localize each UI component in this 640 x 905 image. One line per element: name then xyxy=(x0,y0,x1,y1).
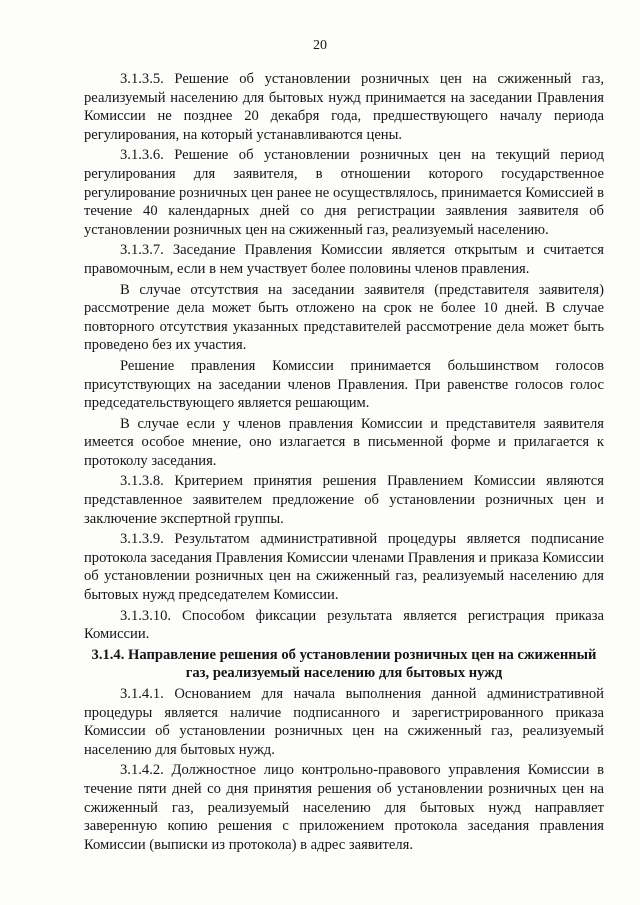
paragraph-3-1-3-9: 3.1.3.9. Результатом административной процедуры является подписание протокола заседания Правления Комиссии членами Правления и приказа Комиссии об установлении розничных цен на сжиженный газ, реализуемый населению для бытовых нужд председателем Комиссии. xyxy=(84,531,604,604)
paragraph-dissenting-opinion: В случае если у членов правления Комиссии и представителя заявителя имеется особое мнение, оно излагается в письменной форме и прилагается к протоколу заседания. xyxy=(84,415,604,469)
paragraph-3-1-4-2: 3.1.4.2. Должностное лицо контрольно-правового управления Комиссии в течение пяти дней со дня принятия решения об установлении розничных цен на сжиженный газ, реализуемый населению для бытовых нужд направляет заверенную копию решения с приложением протокола заседания правления Комиссии (выписки из протокола) в адрес заявителя. xyxy=(84,762,604,853)
page-number: 20 xyxy=(313,38,327,53)
paragraph-applicant-absence: В случае отсутствия на заседании заявителя (представителя заявителя) рассмотрение дела может быть отложено на срок не более 10 дней. В случае повторного отсутствия указанных представителей рассмотрение дела может быть проведено без их участия. xyxy=(84,281,604,354)
paragraph-voting: Решение правления Комиссии принимается большинством голосов присутствующих на заседании членов Правления. При равенстве голосов голос председательствующего является решающим. xyxy=(84,357,604,412)
paragraph-3-1-3-6: 3.1.3.6. Решение об установлении розничных цен на текущий период регулирования для заявителя, в отношении которого государственное регулирование розничных цен ранее не осуществлялось, принимается Комиссией в течение 40 календарных дней со дня регистрации заявления заявителя об установлении розничных цен на сжиженный газ, реализуемый населению. xyxy=(84,147,604,238)
paragraph-3-1-3-8: 3.1.3.8. Критерием принятия решения Правлением Комиссии являются представленное заявителем предложение об установлении розничных цен и заключение экспертной группы. xyxy=(84,473,604,527)
section-heading-3-1-4: 3.1.4. Направление решения об установлении розничных цен на сжиженный газ, реализуемый населению для бытовых нужд xyxy=(91,646,597,682)
paragraph-3-1-3-10: 3.1.3.10. Способом фиксации результата является регистрация приказа Комиссии. xyxy=(84,607,604,643)
paragraph-3-1-4-1: 3.1.4.1. Основанием для начала выполнения данной административной процедуры является наличие подписанного и зарегистрированного приказа Комиссии об установлении розничных цен на сжиженный газ, реализуемый населению для бытовых нужд. xyxy=(84,686,604,758)
document-body xyxy=(84,70,604,856)
paragraph-3-1-3-5: 3.1.3.5. Решение об установлении розничных цен на сжиженный газ, реализуемый населению для бытовых нужд принимается на заседании Правления Комиссии не позднее 20 декабря года, предшествующего началу периода регулирования, на который устанавливаются цены. xyxy=(84,71,604,143)
paragraph-3-1-3-7: 3.1.3.7. Заседание Правления Комиссии является открытым и считается правомочным, если в нем участвует более половины членов правления. xyxy=(84,242,604,277)
